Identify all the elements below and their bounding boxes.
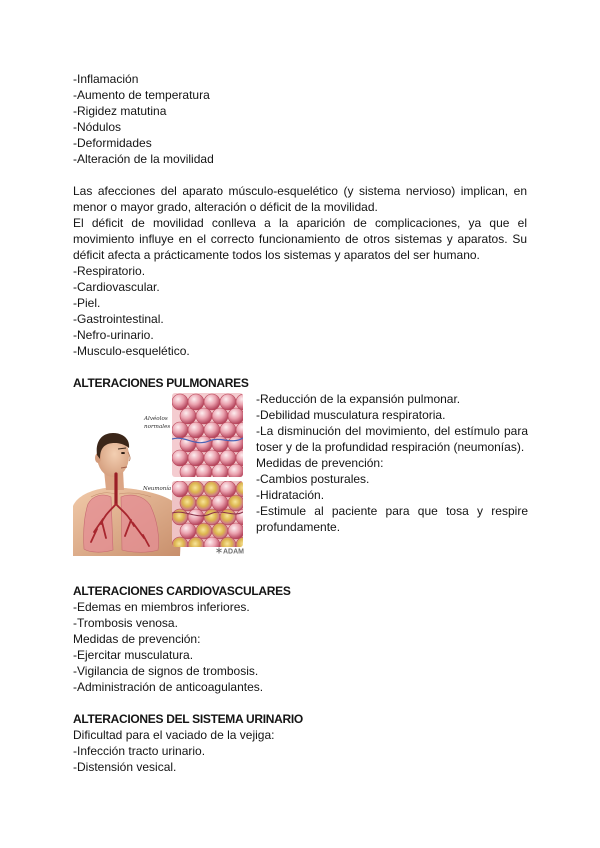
normal-alveoli-label-line-1: Alvéolos: [144, 416, 168, 422]
list-item: -Musculo-esquelético.: [73, 344, 190, 358]
pulmonary-content-row: [73, 391, 529, 583]
list-item: -Deformidades: [73, 136, 152, 150]
pneumonia-alveolus: [196, 495, 212, 511]
pneumonia-alveolus: [196, 523, 212, 539]
pneumonia-alveolus: [172, 509, 188, 525]
list-item: -Nefro-urinario.: [73, 328, 154, 342]
pneumonia-alveolus: [220, 481, 236, 497]
pneumonia-alveolus: [228, 495, 244, 511]
list-item: -Edemas en miembros inferiores.: [73, 600, 250, 614]
normal-alveolus: [220, 394, 236, 410]
list-item: -Debilidad musculatura respiratoria.: [256, 408, 446, 422]
normal-alveolus: [172, 422, 188, 438]
urinary-intro: Dificultad para el vaciado de la vejiga:: [73, 728, 275, 742]
list-item: -Cambios posturales.: [256, 472, 370, 486]
normal-alveolus: [172, 450, 188, 466]
adam-logo-star-icon: [216, 548, 221, 554]
list-item: -Cardiovascular.: [73, 280, 160, 294]
pneumonia-alveolus: [228, 523, 244, 539]
normal-alveolus: [188, 450, 204, 466]
paragraph-complications: El déficit de movilidad conlleva a la aparición de complicaciones, ya que el movimiento influye en el correcto funcionamiento de otros sistemas y aparatos. Su déficit afecta a prácticamente todos los sistemas y aparatos del ser humano.: [73, 216, 527, 262]
normal-alveolus: [228, 464, 244, 480]
normal-alveolus: [204, 394, 220, 410]
list-item: -Distensión vesical.: [73, 760, 177, 774]
list-item: -Respiratorio.: [73, 264, 146, 278]
list-item: -Hidratación.: [256, 488, 325, 502]
pneumonia-alveoli-cluster: [172, 481, 248, 553]
affected-systems-list: [73, 263, 527, 359]
urinary-section: [73, 711, 527, 775]
list-item: -Nódulos: [73, 120, 122, 134]
blank-line: [73, 695, 527, 711]
list-item: -Rigidez matutina: [73, 104, 167, 118]
pneumonia-alveolus: [212, 495, 228, 511]
normal-alveolus: [220, 422, 236, 438]
list-item: -Infección tracto urinario.: [73, 744, 206, 758]
normal-alveoli-panel: [172, 393, 248, 480]
pneumonia-illustration: [73, 392, 248, 556]
list-item: -Gastrointestinal.: [73, 312, 164, 326]
eye: [121, 452, 125, 454]
symptoms-list: [73, 71, 527, 167]
normal-alveolus: [212, 436, 228, 452]
list-item: -Inflamación: [73, 72, 139, 86]
section-heading-pulmonary: ALTERACIONES PULMONARES: [73, 376, 249, 390]
list-item: -Aumento de temperatura: [73, 88, 210, 102]
pneumonia-alveolus: [188, 537, 204, 553]
pneumonia-illustration-svg: [73, 392, 248, 556]
list-item: -Piel.: [73, 296, 101, 310]
normal-alveolus: [172, 394, 188, 410]
normal-alveolus: [212, 408, 228, 424]
normal-alveolus: [228, 408, 244, 424]
normal-alveolus: [204, 422, 220, 438]
document-body: [73, 71, 527, 775]
blank-line: [73, 359, 527, 375]
pneumonia-label: Neumonía: [143, 486, 172, 492]
pneumonia-alveolus: [188, 509, 204, 525]
list-item: -Estimule al paciente para que tosa y respire profundamente.: [256, 504, 528, 534]
blank-line: [73, 167, 527, 183]
pneumonia-alveolus: [180, 523, 196, 539]
normal-alveolus: [188, 422, 204, 438]
cardiovascular-section: [73, 583, 527, 695]
list-item: -La disminución del movimiento, del estímulo para toser y de la profundidad respiración (neumonías).: [256, 424, 528, 454]
normal-alveolus: [204, 450, 220, 466]
normal-alveolus: [180, 408, 196, 424]
list-item: -Trombosis venosa.: [73, 616, 178, 630]
pneumonia-alveoli-panel: [172, 481, 248, 553]
list-item: -Reducción de la expansión pulmonar.: [256, 392, 461, 406]
pneumonia-alveolus: [212, 523, 228, 539]
pneumonia-alveolus: [180, 495, 196, 511]
pneumonia-alveolus: [204, 509, 220, 525]
patient-figure: [73, 433, 181, 556]
normal-alveoli-label-line-2: normales: [144, 424, 171, 430]
normal-alveolus: [196, 464, 212, 480]
pneumonia-alveolus: [204, 537, 220, 553]
pulmonary-section: [73, 375, 527, 583]
lung-left: [84, 495, 113, 552]
prevention-title: Medidas de prevención:: [256, 456, 384, 470]
pneumonia-alveolus: [220, 509, 236, 525]
section-heading-cardiovascular: ALTERACIONES CARDIOVASCULARES: [73, 584, 291, 598]
normal-alveolus: [212, 464, 228, 480]
list-item: -Administración de anticoagulantes.: [73, 680, 264, 694]
list-item: -Vigilancia de signos de trombosis.: [73, 664, 259, 678]
pulmonary-text-column: [256, 391, 528, 583]
pneumonia-alveolus: [172, 481, 188, 497]
prevention-title: Medidas de prevención:: [73, 632, 201, 646]
pneumonia-alveolus: [188, 481, 204, 497]
list-item: -Ejercitar musculatura.: [73, 648, 194, 662]
list-item: -Alteración de la movilidad: [73, 152, 214, 166]
normal-alveolus: [220, 450, 236, 466]
adam-logo-text: ADAM: [223, 548, 244, 556]
adam-logo: [216, 548, 244, 556]
section-heading-urinary: ALTERACIONES DEL SISTEMA URINARIO: [73, 712, 303, 726]
normal-alveolus: [196, 408, 212, 424]
normal-alveolus: [188, 394, 204, 410]
pneumonia-alveolus: [204, 481, 220, 497]
normal-alveolus: [180, 464, 196, 480]
paragraph-mobility-deficit: Las afecciones del aparato músculo-esquelético (y sistema nervioso) implican, en menor o mayor grado, alteración o déficit de la movilidad.: [73, 184, 527, 214]
normal-alveolus: [196, 436, 212, 452]
